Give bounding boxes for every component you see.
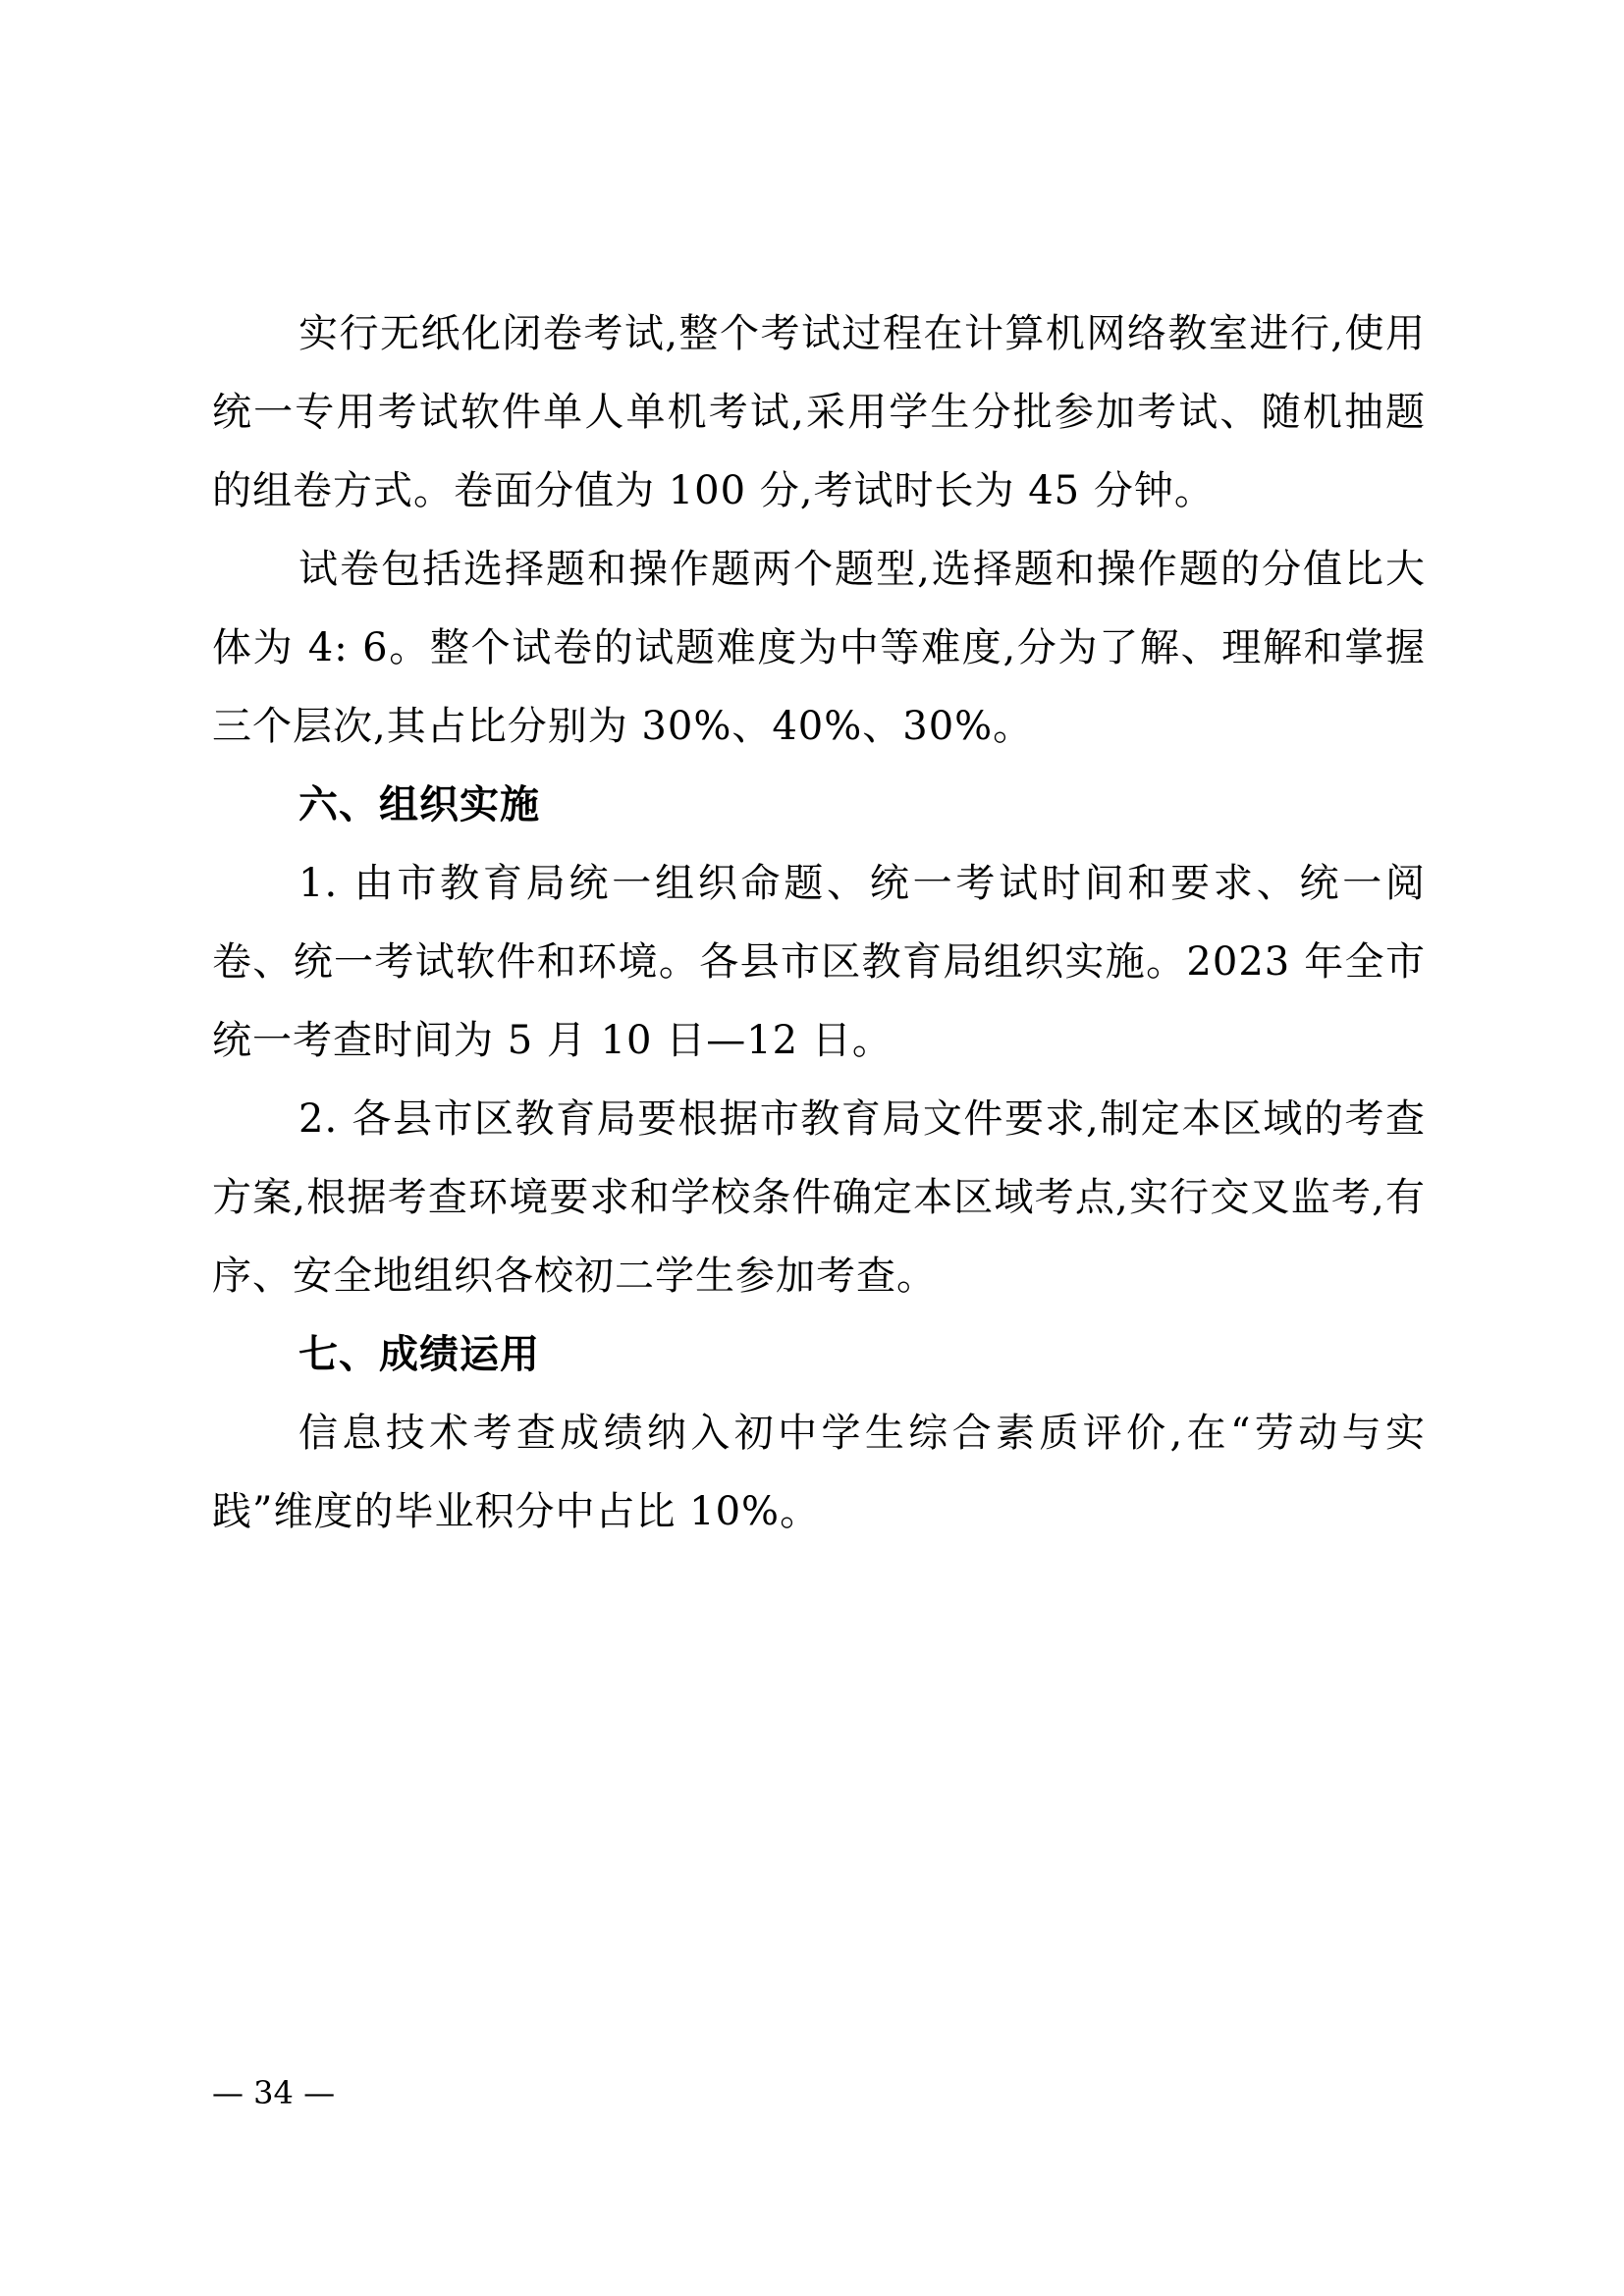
paragraph-exam-format: 实行无纸化闭卷考试,整个考试过程在计算机网络教室进行,使用统一专用考试软件单人单机考试,采用学生分批参加考试、随机抽题的组卷方式。卷面分值为 100 分,考试时长为 45 分钟。 <box>212 311 1426 513</box>
document-body <box>212 294 1426 1551</box>
paragraph-exam-structure: 试卷包括选择题和操作题两个题型,选择题和操作题的分值比大体为 4: 6。整个试卷的试题难度为中等难度,分为了解、理解和掌握三个层次,其占比分别为 30%、40%、30%。 <box>212 547 1426 749</box>
paragraph-results-usage: 信息技术考查成绩纳入初中学生综合素质评价,在“劳动与实践”维度的毕业积分中占比 10%。 <box>212 1411 1426 1534</box>
section-heading-results: 七、成绩运用 <box>298 1332 540 1377</box>
paragraph-organization-item-2: 2. 各县市区教育局要根据市教育局文件要求,制定本区域的考查方案,根据考查环境要求和学校条件确定本区域考点,实行交叉监考,有序、安全地组织各校初二学生参加考查。 <box>212 1096 1426 1299</box>
section-heading-organization: 六、组织实施 <box>298 782 540 828</box>
page-number: — 34 — <box>212 2074 336 2111</box>
paragraph-organization-item-1: 1. 由市教育局统一组织命题、统一考试时间和要求、统一阅卷、统一考试软件和环境。各县市区教育局组织实施。2023 年全市统一考查时间为 5 月 10 日—12 日。 <box>212 861 1426 1063</box>
